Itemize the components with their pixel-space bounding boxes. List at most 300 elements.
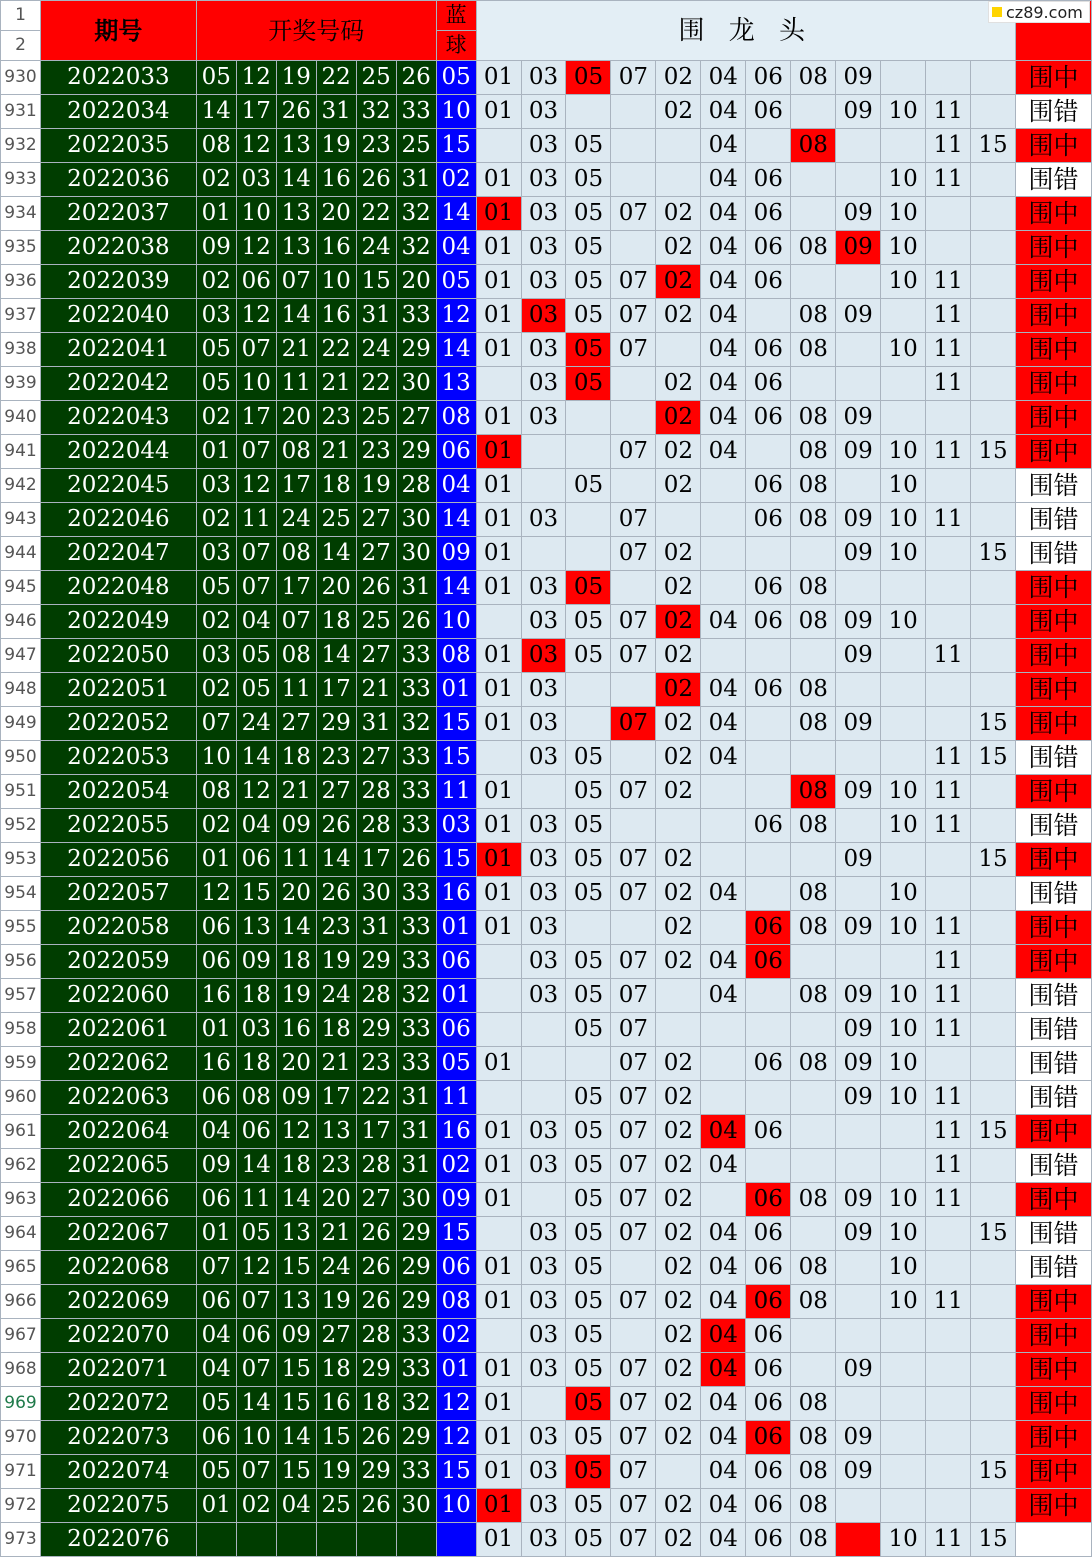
- dragon-head-cell[interactable]: [521, 1081, 566, 1115]
- dragon-head-cell[interactable]: [521, 469, 566, 503]
- red-ball-cell[interactable]: 32: [356, 95, 396, 129]
- red-ball-cell[interactable]: 29: [396, 1251, 436, 1285]
- blue-ball-cell[interactable]: 11: [436, 775, 476, 809]
- dragon-head-cell[interactable]: 02: [656, 1421, 701, 1455]
- red-ball-cell[interactable]: 33: [396, 809, 436, 843]
- red-ball-cell[interactable]: 28: [356, 809, 396, 843]
- red-ball-cell[interactable]: 05: [196, 367, 236, 401]
- dragon-head-cell[interactable]: 01: [476, 1183, 521, 1217]
- result-cell[interactable]: 围中: [1016, 605, 1092, 639]
- result-cell[interactable]: 围错: [1016, 469, 1092, 503]
- dragon-head-cell[interactable]: 06: [746, 809, 791, 843]
- dragon-head-cell[interactable]: [926, 1387, 971, 1421]
- red-ball-cell[interactable]: 29: [396, 1421, 436, 1455]
- dragon-head-cell[interactable]: 11: [926, 1115, 971, 1149]
- dragon-head-cell[interactable]: [656, 1455, 701, 1489]
- blue-ball-cell[interactable]: 10: [436, 95, 476, 129]
- red-ball-cell[interactable]: 05: [196, 571, 236, 605]
- row-number[interactable]: 957: [1, 979, 41, 1013]
- result-cell[interactable]: 围中: [1016, 1421, 1092, 1455]
- dragon-head-cell[interactable]: 01: [476, 537, 521, 571]
- dragon-head-cell[interactable]: [701, 639, 746, 673]
- dragon-head-cell[interactable]: 08: [791, 1387, 836, 1421]
- period-cell[interactable]: 2022033: [40, 61, 196, 95]
- dragon-head-cell[interactable]: 02: [656, 61, 701, 95]
- dragon-head-cell[interactable]: 07: [611, 333, 656, 367]
- dragon-head-cell[interactable]: 02: [656, 843, 701, 877]
- dragon-head-cell[interactable]: 08: [791, 605, 836, 639]
- red-ball-cell[interactable]: 02: [196, 809, 236, 843]
- dragon-head-cell[interactable]: [836, 129, 881, 163]
- dragon-head-cell[interactable]: 01: [476, 775, 521, 809]
- dragon-head-cell[interactable]: 11: [926, 775, 971, 809]
- dragon-head-cell[interactable]: 07: [611, 1489, 656, 1523]
- dragon-head-cell[interactable]: 04: [701, 333, 746, 367]
- result-cell[interactable]: 围中: [1016, 1353, 1092, 1387]
- dragon-head-cell[interactable]: 05: [566, 843, 611, 877]
- dragon-head-cell[interactable]: 15: [971, 1523, 1016, 1557]
- dragon-head-cell[interactable]: 08: [791, 1183, 836, 1217]
- dragon-head-cell[interactable]: 10: [881, 1217, 926, 1251]
- period-header[interactable]: 期号: [40, 1, 196, 61]
- red-ball-cell[interactable]: 31: [396, 1081, 436, 1115]
- red-ball-cell[interactable]: 03: [236, 163, 276, 197]
- red-ball-cell[interactable]: 24: [316, 979, 356, 1013]
- dragon-head-cell[interactable]: [836, 1489, 881, 1523]
- dragon-head-cell[interactable]: 06: [746, 1455, 791, 1489]
- dragon-head-cell[interactable]: 11: [926, 809, 971, 843]
- period-cell[interactable]: 2022046: [40, 503, 196, 537]
- red-ball-cell[interactable]: 27: [356, 1183, 396, 1217]
- period-cell[interactable]: 2022037: [40, 197, 196, 231]
- dragon-head-cell[interactable]: 05: [566, 1421, 611, 1455]
- dragon-head-cell[interactable]: 07: [611, 1387, 656, 1421]
- dragon-head-cell[interactable]: 11: [926, 945, 971, 979]
- red-ball-cell[interactable]: 31: [396, 163, 436, 197]
- dragon-head-cell[interactable]: 04: [701, 231, 746, 265]
- dragon-head-cell[interactable]: 08: [791, 333, 836, 367]
- dragon-head-cell[interactable]: [926, 605, 971, 639]
- row-number[interactable]: 949: [1, 707, 41, 741]
- dragon-head-cell[interactable]: [611, 571, 656, 605]
- red-ball-cell[interactable]: 06: [236, 1319, 276, 1353]
- result-cell[interactable]: 围中: [1016, 1319, 1092, 1353]
- dragon-head-cell[interactable]: 09: [836, 231, 881, 265]
- dragon-head-cell[interactable]: [971, 1353, 1016, 1387]
- red-ball-cell[interactable]: 05: [236, 639, 276, 673]
- dragon-head-cell[interactable]: 01: [476, 639, 521, 673]
- dragon-head-cell[interactable]: [656, 333, 701, 367]
- row-number[interactable]: 947: [1, 639, 41, 673]
- dragon-head-cell[interactable]: [791, 945, 836, 979]
- dragon-head-cell[interactable]: 07: [611, 843, 656, 877]
- dragon-head-cell[interactable]: 03: [521, 945, 566, 979]
- period-cell[interactable]: 2022061: [40, 1013, 196, 1047]
- period-cell[interactable]: 2022062: [40, 1047, 196, 1081]
- period-cell[interactable]: 2022051: [40, 673, 196, 707]
- red-ball-cell[interactable]: 06: [196, 911, 236, 945]
- dragon-head-cell[interactable]: 03: [521, 401, 566, 435]
- red-ball-cell[interactable]: 22: [356, 1081, 396, 1115]
- blue-ball-cell[interactable]: 10: [436, 605, 476, 639]
- red-ball-cell[interactable]: 33: [396, 911, 436, 945]
- row-number[interactable]: 937: [1, 299, 41, 333]
- red-ball-cell[interactable]: 25: [316, 503, 356, 537]
- row-number[interactable]: 938: [1, 333, 41, 367]
- red-ball-cell[interactable]: 12: [236, 469, 276, 503]
- dragon-head-cell[interactable]: [881, 367, 926, 401]
- dragon-head-cell[interactable]: [791, 1013, 836, 1047]
- dragon-head-cell[interactable]: 03: [521, 1115, 566, 1149]
- row-number[interactable]: 948: [1, 673, 41, 707]
- red-ball-cell[interactable]: 14: [276, 163, 316, 197]
- dragon-head-cell[interactable]: [701, 911, 746, 945]
- dragon-head-cell[interactable]: 15: [971, 1115, 1016, 1149]
- dragon-head-cell[interactable]: [791, 1217, 836, 1251]
- red-ball-cell[interactable]: 21: [316, 435, 356, 469]
- dragon-head-cell[interactable]: [746, 877, 791, 911]
- dragon-head-cell[interactable]: [611, 741, 656, 775]
- dragon-head-cell[interactable]: 09: [836, 843, 881, 877]
- dragon-head-cell[interactable]: [926, 843, 971, 877]
- dragon-head-cell[interactable]: 08: [791, 1421, 836, 1455]
- red-ball-cell[interactable]: 31: [396, 1115, 436, 1149]
- dragon-head-cell[interactable]: [791, 843, 836, 877]
- dragon-head-cell[interactable]: [566, 435, 611, 469]
- dragon-head-cell[interactable]: [971, 333, 1016, 367]
- dragon-head-cell[interactable]: 11: [926, 333, 971, 367]
- dragon-head-cell[interactable]: 06: [746, 503, 791, 537]
- dragon-head-cell[interactable]: [476, 945, 521, 979]
- red-ball-cell[interactable]: 13: [276, 197, 316, 231]
- dragon-head-cell[interactable]: 07: [611, 503, 656, 537]
- dragon-head-cell[interactable]: 15: [971, 537, 1016, 571]
- dragon-head-cell[interactable]: [971, 1183, 1016, 1217]
- dragon-head-cell[interactable]: 02: [656, 945, 701, 979]
- dragon-head-cell[interactable]: 06: [746, 605, 791, 639]
- dragon-head-cell[interactable]: 05: [566, 469, 611, 503]
- result-cell[interactable]: 围错: [1016, 1149, 1092, 1183]
- blue-ball-cell[interactable]: 13: [436, 367, 476, 401]
- red-ball-cell[interactable]: 05: [196, 1455, 236, 1489]
- blue-ball-cell[interactable]: 14: [436, 333, 476, 367]
- dragon-head-cell[interactable]: [971, 1149, 1016, 1183]
- red-ball-cell[interactable]: [196, 1523, 236, 1557]
- row-number[interactable]: 969: [1, 1387, 41, 1421]
- red-ball-cell[interactable]: 32: [396, 231, 436, 265]
- red-ball-cell[interactable]: 09: [236, 945, 276, 979]
- period-cell[interactable]: 2022054: [40, 775, 196, 809]
- red-ball-cell[interactable]: 30: [396, 367, 436, 401]
- red-ball-cell[interactable]: 18: [276, 1149, 316, 1183]
- dragon-head-cell[interactable]: 05: [566, 1149, 611, 1183]
- red-ball-cell[interactable]: 06: [196, 1183, 236, 1217]
- dragon-head-cell[interactable]: 03: [521, 1217, 566, 1251]
- dragon-head-cell[interactable]: [881, 1455, 926, 1489]
- red-ball-cell[interactable]: 23: [316, 401, 356, 435]
- red-ball-cell[interactable]: 26: [356, 1251, 396, 1285]
- dragon-head-cell[interactable]: 08: [791, 775, 836, 809]
- dragon-head-cell[interactable]: [881, 571, 926, 605]
- red-ball-cell[interactable]: 15: [236, 877, 276, 911]
- row-number[interactable]: 960: [1, 1081, 41, 1115]
- dragon-head-cell[interactable]: 01: [476, 1251, 521, 1285]
- red-ball-cell[interactable]: 08: [196, 775, 236, 809]
- dragon-head-cell[interactable]: 06: [746, 1217, 791, 1251]
- red-ball-cell[interactable]: 17: [236, 401, 276, 435]
- dragon-head-cell[interactable]: 02: [656, 1523, 701, 1557]
- red-ball-cell[interactable]: 19: [316, 1455, 356, 1489]
- blue-ball-cell[interactable]: 06: [436, 1251, 476, 1285]
- dragon-head-cell[interactable]: 06: [746, 1251, 791, 1285]
- red-ball-cell[interactable]: 16: [316, 163, 356, 197]
- dragon-head-cell[interactable]: 03: [521, 163, 566, 197]
- red-ball-cell[interactable]: 18: [276, 945, 316, 979]
- dragon-head-cell[interactable]: 04: [701, 401, 746, 435]
- red-ball-cell[interactable]: 11: [236, 503, 276, 537]
- red-ball-cell[interactable]: 17: [276, 469, 316, 503]
- result-cell[interactable]: 围中: [1016, 1489, 1092, 1523]
- dragon-head-cell[interactable]: [971, 1421, 1016, 1455]
- red-ball-cell[interactable]: 21: [276, 333, 316, 367]
- dragon-head-cell[interactable]: [836, 945, 881, 979]
- dragon-head-cell[interactable]: 01: [476, 333, 521, 367]
- dragon-head-cell[interactable]: 01: [476, 299, 521, 333]
- winning-numbers-header[interactable]: 开奖号码: [196, 1, 436, 61]
- dragon-head-cell[interactable]: [881, 1489, 926, 1523]
- red-ball-cell[interactable]: 04: [196, 1319, 236, 1353]
- red-ball-cell[interactable]: 22: [356, 197, 396, 231]
- result-cell[interactable]: 围中: [1016, 1183, 1092, 1217]
- dragon-head-cell[interactable]: 08: [791, 129, 836, 163]
- period-cell[interactable]: 2022047: [40, 537, 196, 571]
- result-cell[interactable]: 围中: [1016, 1115, 1092, 1149]
- dragon-head-cell[interactable]: 02: [656, 1217, 701, 1251]
- dragon-head-cell[interactable]: 01: [476, 163, 521, 197]
- blue-ball-cell[interactable]: 15: [436, 1217, 476, 1251]
- result-cell[interactable]: 围错: [1016, 1013, 1092, 1047]
- row-number[interactable]: 966: [1, 1285, 41, 1319]
- dragon-head-cell[interactable]: [836, 163, 881, 197]
- red-ball-cell[interactable]: 14: [276, 1183, 316, 1217]
- period-cell[interactable]: 2022041: [40, 333, 196, 367]
- red-ball-cell[interactable]: 12: [236, 231, 276, 265]
- dragon-head-cell[interactable]: [926, 1421, 971, 1455]
- red-ball-cell[interactable]: 33: [396, 673, 436, 707]
- dragon-head-cell[interactable]: 07: [611, 775, 656, 809]
- dragon-head-cell[interactable]: 11: [926, 129, 971, 163]
- dragon-head-cell[interactable]: 03: [521, 741, 566, 775]
- dragon-head-cell[interactable]: 08: [791, 1523, 836, 1557]
- dragon-head-cell[interactable]: 07: [611, 1047, 656, 1081]
- result-cell[interactable]: 围中: [1016, 299, 1092, 333]
- red-ball-cell[interactable]: 03: [196, 299, 236, 333]
- red-ball-cell[interactable]: 25: [396, 129, 436, 163]
- dragon-head-cell[interactable]: [791, 537, 836, 571]
- red-ball-cell[interactable]: 29: [356, 1353, 396, 1387]
- period-cell[interactable]: 2022071: [40, 1353, 196, 1387]
- red-ball-cell[interactable]: 15: [316, 1421, 356, 1455]
- dragon-head-cell[interactable]: 04: [701, 741, 746, 775]
- row-number[interactable]: 940: [1, 401, 41, 435]
- dragon-head-cell[interactable]: 08: [791, 299, 836, 333]
- dragon-head-cell[interactable]: 07: [611, 1421, 656, 1455]
- blue-ball-cell[interactable]: 09: [436, 1183, 476, 1217]
- row-number[interactable]: 951: [1, 775, 41, 809]
- red-ball-cell[interactable]: 25: [356, 605, 396, 639]
- dragon-head-cell[interactable]: 05: [566, 1285, 611, 1319]
- row-number[interactable]: 971: [1, 1455, 41, 1489]
- dragon-head-cell[interactable]: [746, 1149, 791, 1183]
- dragon-head-cell[interactable]: 11: [926, 367, 971, 401]
- dragon-head-cell[interactable]: 11: [926, 503, 971, 537]
- dragon-head-cell[interactable]: 09: [836, 503, 881, 537]
- red-ball-cell[interactable]: 30: [396, 537, 436, 571]
- red-ball-cell[interactable]: 15: [356, 265, 396, 299]
- red-ball-cell[interactable]: 02: [196, 163, 236, 197]
- dragon-head-cell[interactable]: 01: [476, 265, 521, 299]
- dragon-head-cell[interactable]: 04: [701, 1421, 746, 1455]
- red-ball-cell[interactable]: 29: [396, 1217, 436, 1251]
- result-cell[interactable]: 围错: [1016, 979, 1092, 1013]
- dragon-head-cell[interactable]: 05: [566, 741, 611, 775]
- dragon-head-cell[interactable]: 04: [701, 1217, 746, 1251]
- dragon-head-cell[interactable]: 08: [791, 231, 836, 265]
- red-ball-cell[interactable]: 31: [396, 1149, 436, 1183]
- dragon-head-cell[interactable]: 10: [881, 979, 926, 1013]
- dragon-head-cell[interactable]: [881, 673, 926, 707]
- red-ball-cell[interactable]: 25: [356, 401, 396, 435]
- dragon-head-cell[interactable]: 08: [791, 469, 836, 503]
- period-cell[interactable]: 2022063: [40, 1081, 196, 1115]
- dragon-head-cell[interactable]: 09: [836, 95, 881, 129]
- dragon-head-cell[interactable]: [521, 1387, 566, 1421]
- dragon-head-cell[interactable]: [521, 1183, 566, 1217]
- dragon-head-cell[interactable]: [836, 809, 881, 843]
- dragon-head-cell[interactable]: 04: [701, 367, 746, 401]
- dragon-head-cell[interactable]: 09: [836, 639, 881, 673]
- red-ball-cell[interactable]: 02: [196, 401, 236, 435]
- dragon-head-cell[interactable]: [926, 197, 971, 231]
- red-ball-cell[interactable]: 05: [196, 61, 236, 95]
- red-ball-cell[interactable]: 23: [356, 435, 396, 469]
- dragon-head-cell[interactable]: [881, 1149, 926, 1183]
- dragon-head-cell[interactable]: 03: [521, 333, 566, 367]
- row-number[interactable]: 972: [1, 1489, 41, 1523]
- dragon-head-cell[interactable]: 03: [521, 605, 566, 639]
- dragon-head-cell[interactable]: 07: [611, 639, 656, 673]
- dragon-head-cell[interactable]: 05: [566, 367, 611, 401]
- red-ball-cell[interactable]: 07: [236, 1353, 276, 1387]
- dragon-head-cell[interactable]: [791, 1115, 836, 1149]
- row-number-header-2[interactable]: 2: [1, 31, 41, 61]
- dragon-head-cell[interactable]: 11: [926, 435, 971, 469]
- result-cell[interactable]: 围中: [1016, 367, 1092, 401]
- dragon-head-cell[interactable]: 09: [836, 1081, 881, 1115]
- dragon-head-cell[interactable]: 06: [746, 1115, 791, 1149]
- dragon-head-cell[interactable]: 05: [566, 163, 611, 197]
- blue-ball-cell[interactable]: 05: [436, 265, 476, 299]
- red-ball-cell[interactable]: 13: [316, 1115, 356, 1149]
- dragon-head-cell[interactable]: 11: [926, 639, 971, 673]
- dragon-head-cell[interactable]: [971, 265, 1016, 299]
- dragon-head-cell[interactable]: 07: [611, 1081, 656, 1115]
- row-number[interactable]: 954: [1, 877, 41, 911]
- result-cell[interactable]: 围中: [1016, 231, 1092, 265]
- blue-ball-cell[interactable]: 01: [436, 911, 476, 945]
- dragon-head-cell[interactable]: 07: [611, 61, 656, 95]
- dragon-head-cell[interactable]: [836, 571, 881, 605]
- dragon-head-cell[interactable]: [836, 741, 881, 775]
- dragon-head-cell[interactable]: 09: [836, 61, 881, 95]
- dragon-head-cell[interactable]: [971, 639, 1016, 673]
- dragon-head-cell[interactable]: 07: [611, 537, 656, 571]
- result-cell[interactable]: 围错: [1016, 163, 1092, 197]
- red-ball-cell[interactable]: 06: [236, 843, 276, 877]
- dragon-head-cell[interactable]: [701, 1013, 746, 1047]
- blue-ball-cell[interactable]: 12: [436, 1421, 476, 1455]
- dragon-head-cell[interactable]: [836, 1149, 881, 1183]
- dragon-head-cell[interactable]: 01: [476, 673, 521, 707]
- blue-ball-cell[interactable]: 08: [436, 1285, 476, 1319]
- red-ball-cell[interactable]: 10: [236, 367, 276, 401]
- dragon-head-cell[interactable]: 15: [971, 707, 1016, 741]
- dragon-head-cell[interactable]: [476, 129, 521, 163]
- dragon-head-cell[interactable]: 01: [476, 1421, 521, 1455]
- dragon-head-cell[interactable]: 08: [791, 1455, 836, 1489]
- period-cell[interactable]: 2022045: [40, 469, 196, 503]
- red-ball-cell[interactable]: 26: [276, 95, 316, 129]
- dragon-head-cell[interactable]: [836, 1115, 881, 1149]
- dragon-head-cell[interactable]: [701, 1047, 746, 1081]
- blue-ball-cell[interactable]: 10: [436, 1489, 476, 1523]
- dragon-head-cell[interactable]: [926, 1353, 971, 1387]
- row-number[interactable]: 961: [1, 1115, 41, 1149]
- dragon-head-cell[interactable]: 07: [611, 197, 656, 231]
- red-ball-cell[interactable]: 03: [236, 1013, 276, 1047]
- red-ball-cell[interactable]: 33: [396, 1047, 436, 1081]
- dragon-head-cell[interactable]: [566, 707, 611, 741]
- period-cell[interactable]: 2022074: [40, 1455, 196, 1489]
- dragon-head-cell[interactable]: [746, 1081, 791, 1115]
- dragon-head-cell[interactable]: 03: [521, 673, 566, 707]
- dragon-head-cell[interactable]: [881, 1319, 926, 1353]
- red-ball-cell[interactable]: 15: [276, 1455, 316, 1489]
- red-ball-cell[interactable]: 17: [276, 571, 316, 605]
- dragon-head-cell[interactable]: 05: [566, 809, 611, 843]
- dragon-head-cell[interactable]: 05: [566, 945, 611, 979]
- dragon-head-cell[interactable]: [971, 1285, 1016, 1319]
- dragon-head-cell[interactable]: 08: [791, 571, 836, 605]
- period-cell[interactable]: 2022075: [40, 1489, 196, 1523]
- result-cell[interactable]: 围中: [1016, 775, 1092, 809]
- dragon-head-cell[interactable]: 05: [566, 1489, 611, 1523]
- dragon-head-cell[interactable]: 02: [656, 1183, 701, 1217]
- dragon-head-cell[interactable]: 11: [926, 163, 971, 197]
- result-cell[interactable]: 围中: [1016, 1285, 1092, 1319]
- red-ball-cell[interactable]: 19: [356, 469, 396, 503]
- red-ball-cell[interactable]: 07: [236, 571, 276, 605]
- blue-ball-cell[interactable]: 14: [436, 503, 476, 537]
- dragon-head-cell[interactable]: [926, 401, 971, 435]
- red-ball-cell[interactable]: 08: [196, 129, 236, 163]
- dragon-head-cell[interactable]: 07: [611, 1217, 656, 1251]
- red-ball-cell[interactable]: 14: [276, 911, 316, 945]
- dragon-head-cell[interactable]: 04: [701, 61, 746, 95]
- red-ball-cell[interactable]: 26: [356, 571, 396, 605]
- dragon-head-cell[interactable]: [926, 61, 971, 95]
- red-ball-cell[interactable]: [396, 1523, 436, 1557]
